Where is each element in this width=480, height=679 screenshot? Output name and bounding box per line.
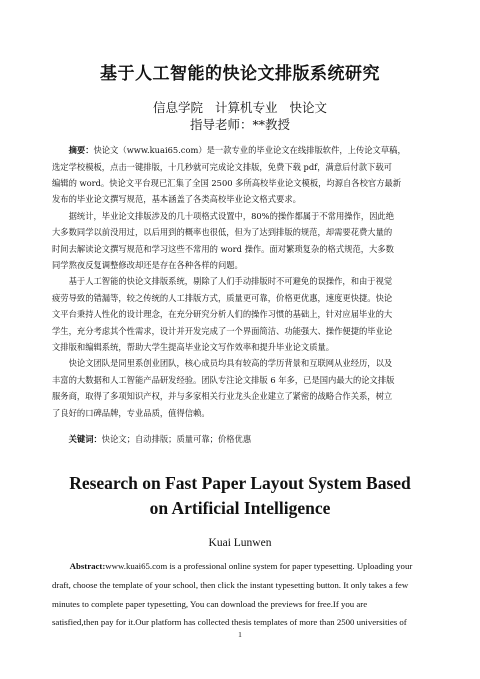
english-title [52,471,428,521]
chinese-advisor: 指导老师：**教授 [189,117,290,133]
paragraph-line: 时间去解读论文撰写规范和学习这些不常用的 word 操作。面对繁琐复杂的格式规范，大多数 [52,243,394,254]
abstract-line: 发布的毕业论文撰写规范，基本涵盖了各类高校毕业论文格式要求。 [52,194,301,205]
abstract-line: 摘要：快论文（www.kuai65.com）是一款专业的毕业论文在线排版软件，上传论文草稿， [68,145,406,156]
paragraph-line: 了良好的口碑品牌，专业品质，值得信赖。 [52,407,210,418]
english-abstract-line: satisfied,then pay for it.Our platform has collected thesis templates of more than 2500 universities of [52,617,407,628]
paragraph-line: 文平台秉持人性化的设计理念，在充分研究分析人们的操作习惯的基础上，针对应届毕业的大 [52,309,393,320]
chinese-paragraph-statistics [52,208,428,274]
chinese-abstract-paragraph [52,142,428,208]
paragraph-line: 文排版和编辑系统，帮助大学生提高毕业论文写作效率和提升毕业论文质量。 [52,342,335,353]
affiliation-author: 快论文 [289,100,328,116]
paragraph-line: 大多数同学以前没用过，以后用到的概率也很低，但为了达到排版的规范，却需要花费大量的 [52,227,393,238]
english-title-line-2: on Artificial Intelligence [149,498,331,519]
paragraph-line: 疲劳导致的错漏等，较之传统的人工排版方式，质量更可靠，价格更优惠，速度更快捷。快论 [52,292,393,303]
abstract-line: 编辑的 word。快论文平台现已汇集了全国 2500 多所高校毕业论文模板，均源自各校官方最新 [52,177,402,188]
chinese-paragraph-system [52,273,428,355]
paragraph-line: 服务商，取得了多项知识产权，并与多家相关行业龙头企业建立了紧密的战略合作关系，树立 [52,391,393,402]
english-abstract-line: Abstract:www.kuai65.com is a professional online system for paper typesetting. Uploading your [69,561,413,572]
paragraph-line: 基于人工智能的快论文排版系统，剔除了人们手动排版时不可避免的误操作，和由于视觉 [68,276,393,287]
english-abstract [52,557,428,631]
chinese-keywords [52,431,428,447]
affiliation-major: 计算机专业 [214,100,278,116]
paragraph-line: 同学熬夜反复调整修改却还是存在各种各样的问题。 [52,259,243,270]
chinese-affiliation [52,100,428,117]
paragraph-line: 据统计，毕业论文排版涉及的几十项格式设置中，80%的操作都属于不常用操作，因此绝 [68,210,395,221]
chinese-title: 基于人工智能的快论文排版系统研究 [100,64,380,84]
english-abstract-line: minutes to complete paper typesetting, You can download the previews for free.If you are [52,598,368,609]
english-abstract-label: Abstract: [69,561,106,572]
english-title-line-1: Research on Fast Paper Layout System Based [69,473,411,494]
paragraph-line: 学生，充分考虑其个性需求，设计并开发完成了一个界面简洁、功能强大、操作便捷的毕业论 [52,325,393,336]
chinese-paragraph-team [52,355,428,421]
abstract-line: 选定学校模板，点击一键排版，十几秒就可完成论文排版，免费下载 pdf，满意后付款下载可 [52,161,392,172]
english-author: Kuai Lunwen [208,537,272,550]
keywords-text: 快论文；自动排版；质量可靠；价格优惠 [101,434,252,445]
abstract-label: 摘要： [68,145,94,156]
paragraph-line: 丰富的大数据和人工智能产品研发经验。团队专注论文排版 6 年多，已是国内最大的论文排版 [52,374,395,385]
page-number: 1 [238,630,242,639]
english-abstract-line: draft, choose the template of your school, then click the instant typesetting button. It only takes a few [52,580,409,591]
keywords-label: 关键词： [68,434,102,445]
affiliation-college: 信息学院 [152,100,203,116]
paragraph-line: 快论文团队是同里系创业团队，核心成员均具有较高的学历背景和互联网从业经历，以及 [68,358,393,369]
